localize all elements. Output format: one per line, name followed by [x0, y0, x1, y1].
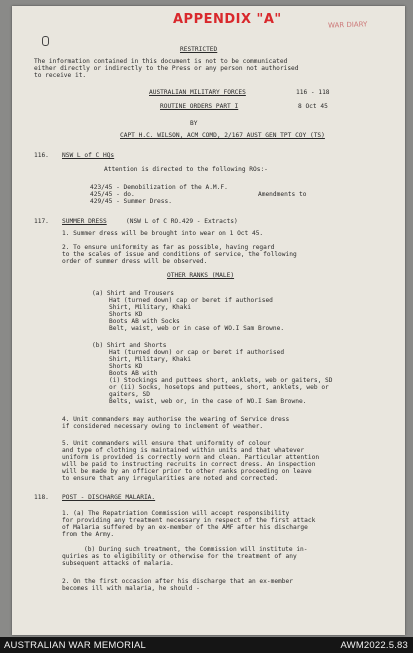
order-116-intro: Attention is directed to the following ROs:-: [104, 166, 268, 173]
notice-line-1: The information contained in this document is not to be communicated: [34, 58, 288, 65]
order-117-para-5c: uniform is provided is correctly worn and clean. Particular attention: [62, 454, 320, 461]
order-118-para-2b: becomes ill with malaria, he should -: [62, 585, 200, 592]
dress-b-line-7: gaiters, SD: [109, 391, 150, 398]
order-118-number: 118.: [34, 494, 49, 501]
dress-b-line-4: Boots AB with: [109, 370, 158, 377]
order-117-para-5f: to ensure that any irregularities are noted and corrected.: [62, 475, 279, 482]
order-117-para-2c: order of summer dress will be observed.: [62, 258, 208, 265]
by-label: BY: [190, 120, 198, 127]
commander-line: CAPT H.C. WILSON, ACM COMD, 2/167 AUST GEN TPT COY (TS): [120, 132, 325, 139]
appendix-stamp: APPENDIX "A": [173, 12, 282, 27]
order-116-ref-2: 425/45 - do.: [90, 191, 135, 198]
footer-accession-number: AWM2022.5.83: [340, 640, 408, 651]
order-116-number: 116.: [34, 152, 49, 159]
order-117-para-5e: will be made by an officer prior to other ranks proceeding on leave: [62, 468, 312, 475]
forces-heading: AUSTRALIAN MILITARY FORCES: [149, 89, 246, 96]
order-117-reference: (NSW L of C RO.429 - Extracts): [126, 218, 238, 225]
order-118-para-1c: of Malaria suffered by an ex-member of the AMF after his discharge: [62, 524, 308, 531]
dress-a-line-5: Belt, waist, web or in case of WO.I Sam Browne.: [109, 325, 285, 332]
dress-b-line-8: Belts, waist, web or, in the case of WO.I Sam Browne.: [109, 398, 307, 405]
order-117-para-5a: 5. Unit commanders will ensure that uniformity of colour: [62, 440, 271, 447]
order-116-amendments: Amendments to: [258, 191, 307, 198]
dress-a-heading: (a) Shirt and Trousers: [92, 290, 174, 297]
other-ranks-heading: OTHER RANKS (MALE): [167, 272, 235, 279]
order-117-para-5b: and type of clothing is maintained within units and that whatever: [62, 447, 305, 454]
order-117-para-2a: 2. To ensure uniformity as far as possible, having regard: [62, 244, 275, 251]
order-117-para-5d: will be paid to instructing recruits in correct dress. An inspection: [62, 461, 316, 468]
order-118-para-1a: 1. (a) The Repatriation Commission will accept responsibility: [62, 510, 290, 517]
document-page: [12, 6, 405, 635]
order-date: 8 Oct 45: [298, 103, 328, 110]
order-118-para-1b: for providing any treatment necessary in respect of the first attack: [62, 517, 316, 524]
order-118-para-1e: (b) During such treatment, the Commission will institute in-: [84, 546, 308, 553]
order-118-para-2a: 2. On the first occasion after his discharge that an ex-member: [62, 578, 293, 585]
order-118-para-1d: from the Army.: [62, 531, 115, 538]
dress-b-line-2: Shirt, Military, Khaki: [109, 356, 191, 363]
dress-b-heading: (b) Shirt and Shorts: [92, 342, 167, 349]
order-117-para-2b: to the scales of issue and conditions of service, the following: [62, 251, 297, 258]
routine-orders-heading: ROUTINE ORDERS PART I: [160, 103, 239, 110]
paper-clip-mark: [42, 36, 49, 46]
order-117-para-4a: 4. Unit commanders may authorise the wearing of Service dress: [62, 416, 290, 423]
notice-line-3: to receive it.: [34, 72, 87, 79]
dress-a-line-4: Boots AB with Socks: [109, 318, 180, 325]
order-118-para-1g: subsequent attacks of malaria.: [62, 560, 174, 567]
dress-a-line-1: Hat (turned down) cap or beret if authorised: [109, 297, 273, 304]
order-116-ref-3: 429/45 - Summer Dress.: [90, 198, 172, 205]
dress-b-line-3: Shorts KD: [109, 363, 143, 370]
order-117-para-4b: if considered necessary owing to inclement of weather.: [62, 423, 264, 430]
order-117-number: 117.: [34, 218, 49, 225]
dress-a-line-2: Shirt, Military, Khaki: [109, 304, 191, 311]
order-numbers: 116 - 118: [296, 89, 330, 96]
dress-a-line-3: Shorts KD: [109, 311, 143, 318]
footer-institution: AUSTRALIAN WAR MEMORIAL: [4, 640, 147, 651]
order-117-para-1: 1. Summer dress will be brought into wear on 1 Oct 45.: [62, 230, 264, 237]
order-116-title: NSW L of C HQs: [62, 152, 115, 159]
restricted-label: RESTRICTED: [180, 46, 218, 53]
dress-b-line-6: or (ii) Socks, hosetops and puttees, short, anklets, web or: [109, 384, 329, 391]
order-117-title: SUMMER DRESS: [62, 218, 107, 225]
archive-footer: [0, 637, 413, 653]
order-116-ref-1: 423/45 - Demobilization of the A.M.F.: [90, 184, 228, 191]
notice-line-2: either directly or indirectly to the Press or any person not authorised: [34, 65, 299, 72]
dress-b-line-1: Hat (turned down) or cap or beret if authorised: [109, 349, 285, 356]
order-118-title: POST - DISCHARGE MALARIA.: [62, 494, 156, 501]
dress-b-line-5: (i) Stockings and puttees short, anklets, web or gaiters, SD: [109, 377, 333, 384]
order-118-para-1f: quiries as to eligibility or otherwise for the treatment of any: [62, 553, 297, 560]
war-diary-stamp: WAR DIARY: [327, 20, 368, 30]
